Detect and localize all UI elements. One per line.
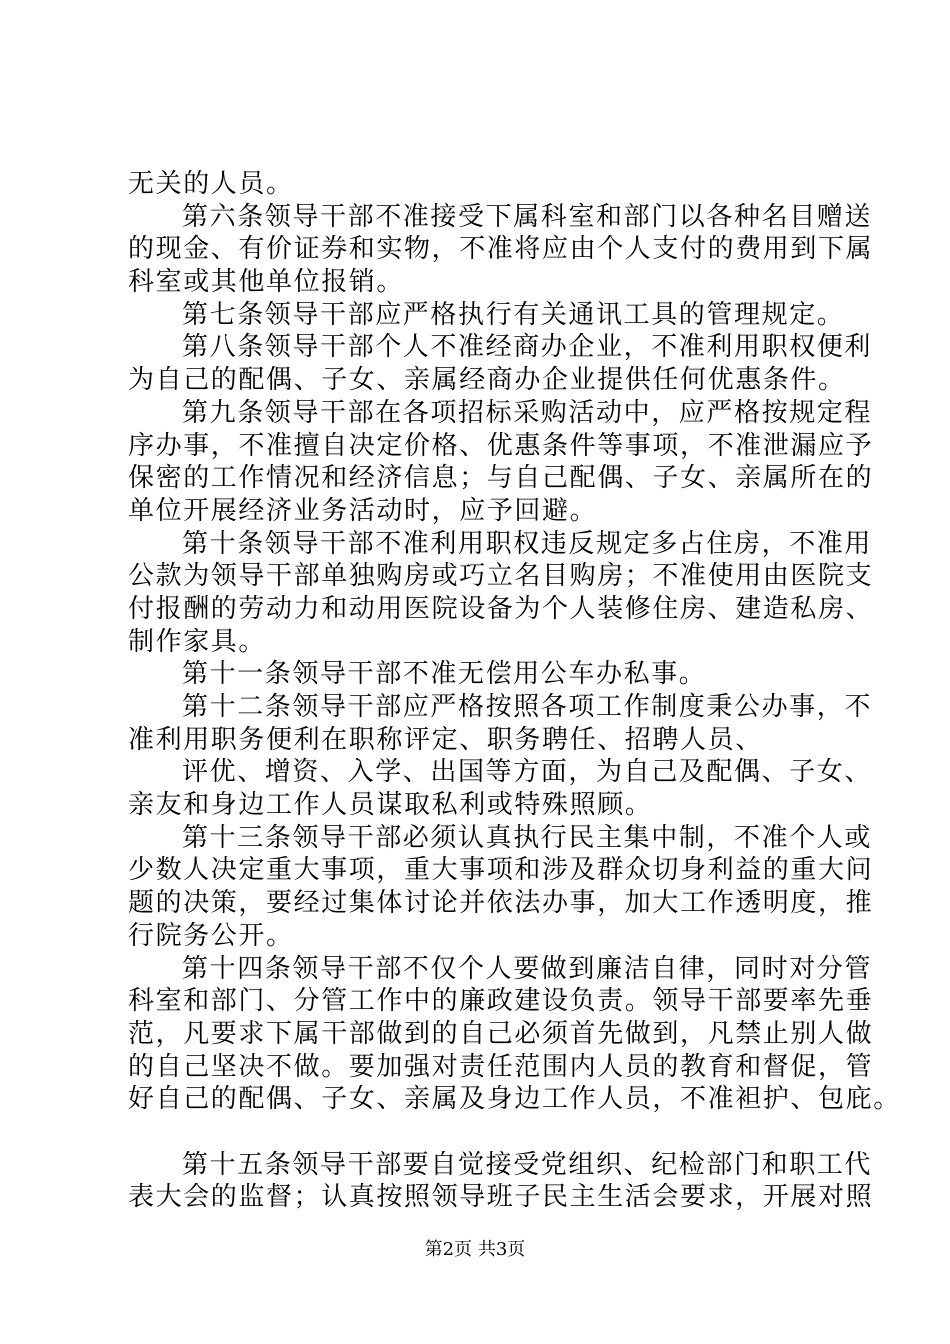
text-line: 第十五条领导干部要自觉接受党组织、纪检部门和职工代 <box>182 1149 873 1180</box>
text-line: 亲友和身边工作人员谋取私利或特殊照顾。 <box>128 790 653 821</box>
text-line: 范，凡要求下属干部做到的自己必须首先做到，凡禁止别人做 <box>128 1018 874 1049</box>
text-line: 第八条领导干部个人不准经商办企业，不准利用职权便利 <box>182 332 873 363</box>
text-line: 的自己坚决不做。要加强对责任范围内人员的教育和督促，管 <box>128 1051 874 1082</box>
text-line: 为自己的配偶、子女、亲属经商办企业提供任何优惠条件。 <box>128 365 846 396</box>
text-line: 第十三条领导干部必须认真执行民主集中制，不准个人或 <box>182 822 873 853</box>
text-line: 付报酬的劳动力和动用医院设备为个人装修住房、建造私房、 <box>128 593 874 624</box>
text-line: 第七条领导干部应严格执行有关通讯工具的管理规定。 <box>182 299 845 330</box>
text-line: 第十四条领导干部不仅个人要做到廉洁自律，同时对分管 <box>182 953 873 984</box>
text-line: 公款为领导干部单独购房或巧立名目购房；不准使用由医院支 <box>128 561 874 592</box>
text-line: 好自己的配偶、子女、亲属及身边工作人员，不准袒护、包庇。 <box>128 1084 901 1115</box>
text-line: 序办事，不准擅自决定价格、优惠条件等事项，不准泄漏应予 <box>128 430 874 461</box>
text-line: 科室和部门、分管工作中的廉政建设负责。领导干部要率先垂 <box>128 986 874 1017</box>
text-line: 无关的人员。 <box>128 169 294 199</box>
text-line: 评优、增资、入学、出国等方面，为自己及配偶、子女、 <box>182 757 873 788</box>
text-line: 第九条领导干部在各项招标采购活动中，应严格按规定程 <box>182 397 873 428</box>
text-line: 表大会的监督；认真按照领导班子民主生活会要求，开展对照 <box>128 1182 874 1213</box>
text-line: 准利用职务便利在职称评定、职务聘任、招聘人员、 <box>128 724 763 755</box>
text-line: 第六条领导干部不准接受下属科室和部门以各种名目赠送 <box>182 201 873 232</box>
text-line: 保密的工作情况和经济信息；与自己配偶、子女、亲属所在的 <box>128 463 874 494</box>
text-line: 题的决策，要经过集体讨论并依法办事，加大工作透明度，推 <box>128 888 874 919</box>
text-line: 第十一条领导干部不准无偿用公车办私事。 <box>182 659 707 690</box>
text-line: 制作家具。 <box>128 626 267 657</box>
text-line: 科室或其他单位报销。 <box>128 267 405 298</box>
page-number-label: 第2页 共3页 <box>424 1239 526 1260</box>
text-line: 少数人决定重大事项，重大事项和涉及群众切身利益的重大问 <box>128 855 874 886</box>
page-footer <box>0 1238 950 1262</box>
paragraph-gap <box>128 1116 840 1149</box>
text-line: 单位开展经济业务活动时，应予回避。 <box>128 495 598 526</box>
text-line: 第十二条领导干部应严格按照各项工作制度秉公办事，不 <box>182 692 873 722</box>
text-line: 行院务公开。 <box>128 920 294 951</box>
text-line: 的现金、有价证券和实物，不准将应由个人支付的费用到下属 <box>128 234 874 265</box>
document-body <box>128 168 901 1214</box>
text-line: 第十条领导干部不准利用职权违反规定多占住房，不准用 <box>182 528 873 559</box>
